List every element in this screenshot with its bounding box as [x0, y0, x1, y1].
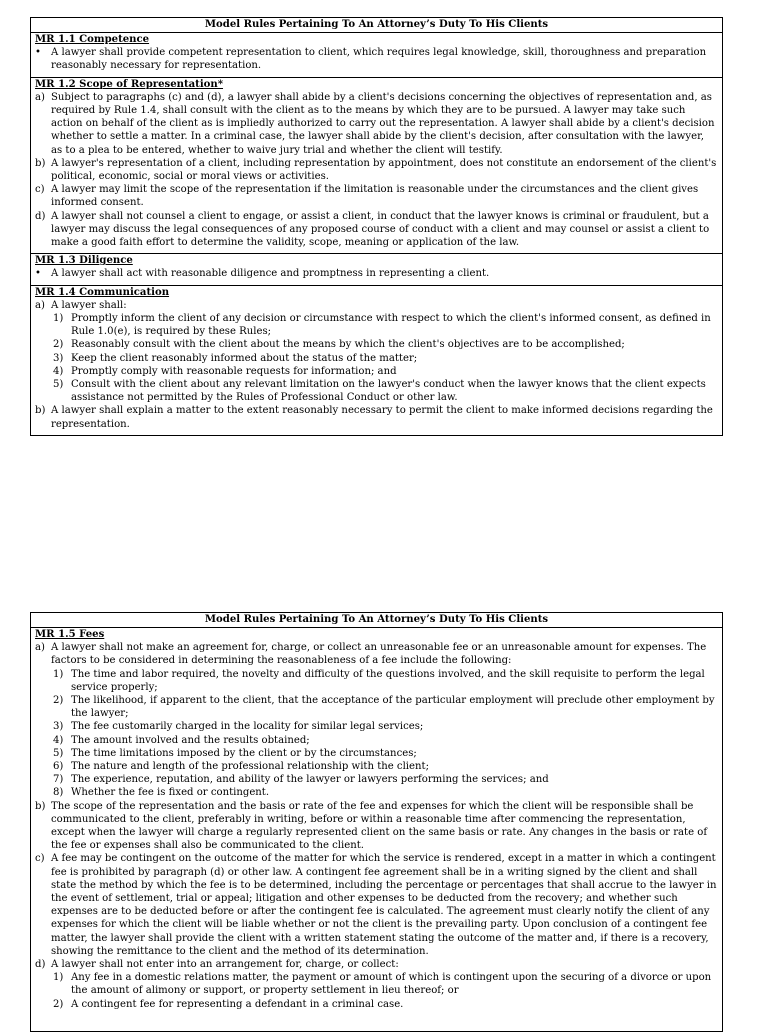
item-text: A lawyer shall not enter into an arrangement for, charge, or collect:: [51, 959, 399, 971]
subitem-marker: 3): [53, 352, 64, 364]
subitem-text: Promptly comply with reasonable requests for information; and: [71, 365, 397, 377]
rules-table-2: [30, 612, 723, 1032]
rule-subitem: [35, 786, 718, 799]
rules-table-1: [30, 17, 723, 436]
rule-item: [35, 183, 718, 209]
subitem-marker: 4): [53, 365, 64, 377]
subitem-text: The experience, reputation, and ability of the lawyer or lawyers performing the services; and: [71, 774, 549, 786]
subitem-marker: 2): [53, 695, 64, 707]
item-text: A lawyer shall act with reasonable diligence and promptness in representing a client.: [51, 268, 490, 280]
rule-subitem: [35, 734, 718, 747]
subitem-text: Any fee in a domestic relations matter, the payment or amount of which is contingent upon the securing of a divorce or upon the amount of alimony or support, or property settlement in lieu thereof; or: [71, 972, 712, 997]
rule-subitem: [35, 720, 718, 733]
item-marker: •: [35, 47, 41, 59]
item-marker: a): [35, 642, 45, 654]
subitem-text: Keep the client reasonably informed about the status of the matter;: [71, 352, 418, 364]
table-sections: [31, 33, 722, 435]
subitem-text: The nature and length of the professional relationship with the client;: [71, 761, 429, 773]
item-text: A lawyer shall not make an agreement for, charge, or collect an unreasonable fee or an unreasonable amount for expenses. The factors to be considered in determining the reasonableness of a fee include the following:: [51, 642, 707, 667]
rule-section: [31, 33, 722, 78]
rule-subitem: [35, 747, 718, 760]
rule-subitem: [35, 971, 718, 997]
rule-title: MR 1.4 Communication: [35, 286, 170, 298]
item-marker: d): [35, 210, 46, 222]
item-marker: a): [35, 91, 45, 103]
rule-section: [31, 78, 722, 255]
subitem-marker: 1): [53, 972, 64, 984]
item-marker: d): [35, 959, 46, 971]
rule-subitem: [35, 352, 718, 365]
rule-section: [31, 286, 722, 435]
item-text: A lawyer shall explain a matter to the extent reasonably necessary to permit the client to make informed decisions regarding the representation.: [51, 405, 713, 430]
subitem-marker: 5): [53, 747, 64, 759]
item-marker: c): [35, 184, 45, 196]
rule-item: [35, 641, 718, 667]
rule-item: [35, 800, 718, 853]
rule-subitem: [35, 694, 718, 720]
item-marker: c): [35, 853, 45, 865]
rule-subitem: [35, 338, 718, 351]
item-text: A fee may be contingent on the outcome of the matter for which the service is rendered, except in a matter in which a contingent fee is prohibited by paragraph (d) or other law. A contingent fee agreement shall be in a writing signed by the client and shall state the method by which the fee is to be determined, including the percentage or percentages that shall accrue to the lawyer in the event of settlement, trial or appeal; litigation and other expenses to be deducted from the recovery; and whether such expenses are to be deducted before or after the contingent fee is calculated. The agreement must clearly notify the client of any expenses for which the client will be liable whether or not the client is the prevailing party. Upon conclusion of a contingent fee matter, the lawyer shall provide the client with a written statement stating the outcome of the matter and, if there is a recovery, showing the remittance to the client and the method of its determination.: [51, 853, 717, 957]
rule-subitem: [35, 312, 718, 338]
item-marker: b): [35, 157, 46, 169]
rule-item: [35, 91, 718, 157]
item-text: Subject to paragraphs (c) and (d), a lawyer shall abide by a client's decisions concerning the objectives of representation and, as required by Rule 1.4, shall consult with the client as to the means by which they are to be pursued. A lawyer may take such action on behalf of the client as is impliedly authorized to carry out the representation. A lawyer shall abide by a client's decision whether to settle a matter. In a criminal case, the lawyer shall abide by the client's decision, after consultation with the lawyer, as to a plea to be entered, whether to waive jury trial and whether the client will testify.: [51, 91, 715, 156]
rule-item: [35, 958, 718, 971]
subitem-text: The fee customarily charged in the locality for similar legal services;: [71, 721, 424, 733]
item-text: The scope of the representation and the basis or rate of the fee and expenses for which the client will be responsible shall be communicated to the client, preferably in writing, before or within a reasonable time after commencing the representation, except when the lawyer will charge a regularly represented client on the same basis or rate. Any changes in the basis or rate of the fee or expenses shall also be communicated to the client.: [51, 800, 708, 852]
subitem-text: The amount involved and the results obtained;: [71, 734, 310, 746]
rule-subitem: [35, 365, 718, 378]
subitem-text: The likelihood, if apparent to the client, that the acceptance of the particular employment will preclude other employment by the lawyer;: [71, 695, 715, 720]
subitem-text: The time limitations imposed by the client or by the circumstances;: [71, 747, 417, 759]
subitem-marker: 1): [53, 313, 64, 325]
item-marker: •: [35, 268, 41, 280]
subitem-marker: 1): [53, 668, 64, 680]
rule-title: MR 1.2 Scope of Representation*: [35, 78, 224, 90]
rule-title: MR 1.3 Diligence: [35, 255, 133, 267]
item-text: A lawyer shall provide competent representation to client, which requires legal knowledge, skill, thoroughness and preparation reasonably necessary for representation.: [51, 47, 707, 72]
rule-item: [35, 157, 718, 183]
rule-subitem: [35, 773, 718, 786]
subitem-marker: 6): [53, 761, 64, 773]
subitem-text: Promptly inform the client of any decision or circumstance with respect to which the client's informed consent, as defined in Rule 1.0(e), is required by these Rules;: [71, 313, 711, 338]
subitem-text: Consult with the client about any relevant limitation on the lawyer's conduct when the lawyer knows that the client expects assistance not permitted by the Rules of Professional Conduct or other law.: [71, 379, 706, 404]
rule-subitem: [35, 668, 718, 694]
subitem-marker: 7): [53, 774, 64, 786]
table-title: Model Rules Pertaining To An Attorney’s Duty To His Clients: [31, 613, 722, 628]
rule-item: [35, 46, 718, 72]
item-text: A lawyer's representation of a client, including representation by appointment, does not constitute an endorsement of the client's political, economic, social or moral views or activities.: [51, 157, 717, 183]
rule-section: [31, 254, 722, 285]
rule-item: [35, 852, 718, 958]
table-sections: [31, 628, 722, 1015]
subitem-marker: 4): [53, 734, 64, 746]
subitem-marker: 2): [53, 998, 64, 1010]
rule-title: MR 1.1 Competence: [35, 34, 150, 45]
table-title: Model Rules Pertaining To An Attorney’s Duty To His Clients: [31, 18, 722, 33]
item-text: A lawyer shall not counsel a client to engage, or assist a client, in conduct that the lawyer knows is criminal or fraudulent, but a lawyer may discuss the legal consequences of any proposed course of conduct with a client and may counsel or assist a client to make a good faith effort to determine the validity, scope, meaning or application of the law.: [51, 210, 710, 249]
rule-subitem: [35, 998, 718, 1011]
rule-subitem: [35, 378, 718, 404]
subitem-text: Whether the fee is fixed or contingent.: [71, 787, 270, 799]
subitem-text: A contingent fee for representing a defendant in a criminal case.: [71, 998, 404, 1010]
item-marker: b): [35, 405, 46, 417]
item-text: A lawyer may limit the scope of the representation if the limitation is reasonable under the circumstances and the client gives informed consent.: [51, 184, 699, 209]
rule-section: [31, 628, 722, 1015]
rule-item: [35, 267, 718, 280]
item-marker: a): [35, 299, 45, 311]
subitem-text: The time and labor required, the novelty and difficulty of the questions involved, and the skill requisite to perform the legal service properly;: [71, 668, 705, 693]
subitem-marker: 8): [53, 787, 64, 799]
rule-item: [35, 299, 718, 312]
subitem-marker: 5): [53, 379, 64, 391]
rule-title: MR 1.5 Fees: [35, 629, 105, 640]
rule-item: [35, 404, 718, 430]
rule-subitem: [35, 760, 718, 773]
subitem-text: Reasonably consult with the client about the means by which the client's objectives are to be accomplished;: [71, 339, 625, 351]
subitem-marker: 2): [53, 339, 64, 351]
item-marker: b): [35, 800, 46, 812]
rule-item: [35, 210, 718, 250]
item-text: A lawyer shall:: [51, 299, 127, 311]
subitem-marker: 3): [53, 721, 64, 733]
